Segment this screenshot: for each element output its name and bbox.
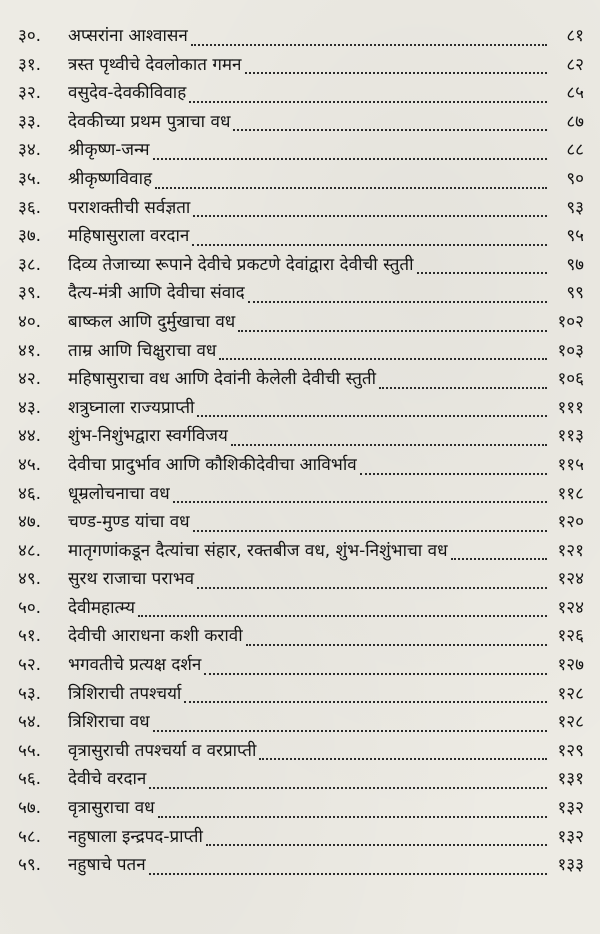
page-number: १२६ <box>557 626 584 647</box>
dot-leader <box>451 557 547 560</box>
page-number: १२१ <box>557 540 584 561</box>
toc-entry <box>18 851 584 880</box>
page-number: ९० <box>566 168 584 189</box>
chapter-number: ४५. <box>18 454 42 475</box>
chapter-title: सुरथ राजाचा पराभव <box>68 569 195 590</box>
chapter-number: ३१. <box>18 54 42 75</box>
dot-leader <box>231 443 547 446</box>
toc-entry <box>18 622 584 651</box>
chapter-number: ५८. <box>18 826 42 847</box>
chapter-title: ताम्र आणि चिक्षुराचा वध <box>68 340 217 361</box>
dot-leader <box>206 843 547 846</box>
dot-leader <box>189 100 547 103</box>
dot-leader <box>173 500 547 503</box>
chapter-title: श्रीकृष्णविवाह <box>68 168 152 189</box>
chapter-number: ३४. <box>18 140 42 161</box>
chapter-title: देवीमहात्म्य <box>68 597 135 618</box>
toc-entry <box>18 337 584 366</box>
chapter-number: ५१. <box>18 626 42 647</box>
toc-entry <box>18 537 584 566</box>
dot-leader <box>417 271 548 274</box>
page-number: ९७ <box>566 254 584 275</box>
dot-leader <box>233 128 547 131</box>
dot-leader <box>184 700 547 703</box>
chapter-title: दैत्य-मंत्री आणि देवीचा संवाद <box>68 283 245 304</box>
dot-leader <box>245 71 548 74</box>
chapter-title: देवीचे वरदान <box>68 769 147 790</box>
dot-leader <box>360 472 547 475</box>
chapter-number: ५९. <box>18 855 42 876</box>
chapter-number: ३८. <box>18 254 42 275</box>
chapter-title: वसुदेव-देवकीविवाह <box>68 83 187 104</box>
chapter-title: महिषासुराला वरदान <box>68 226 190 247</box>
dot-leader <box>191 43 547 46</box>
page-number: ९९ <box>566 283 584 304</box>
chapter-title: त्रिशिराची तपश्चर्या <box>68 683 182 704</box>
chapter-title: अप्सरांना आश्वासन <box>68 26 188 46</box>
dot-leader <box>379 386 547 389</box>
chapter-title: भगवतीचे प्रत्यक्ष दर्शन <box>68 655 202 676</box>
dot-leader <box>238 329 547 332</box>
toc-entry <box>18 251 584 280</box>
chapter-number: ४३. <box>18 397 42 418</box>
chapter-number: ४१. <box>18 340 42 361</box>
dot-leader <box>197 414 547 417</box>
toc-entry <box>18 480 584 509</box>
toc-entry <box>18 194 584 223</box>
chapter-title: दिव्य तेजाच्या रूपाने देवीचे प्रकटणे देवांद्वारा देवीची स्तुती <box>68 254 414 275</box>
chapter-title: देवीची आराधना कशी करावी <box>68 626 243 647</box>
chapter-number: ३६. <box>18 197 42 218</box>
dot-leader <box>219 357 547 360</box>
toc-entry <box>18 222 584 251</box>
chapter-title: शत्रुघ्नाला राज्यप्राप्ती <box>68 397 195 418</box>
page-number: १२४ <box>557 597 584 618</box>
page-number: १०६ <box>557 369 584 390</box>
dot-leader <box>153 729 547 732</box>
dot-leader <box>246 643 547 646</box>
chapter-number: ४९. <box>18 569 42 590</box>
toc-entry <box>18 165 584 194</box>
dot-leader <box>158 815 547 818</box>
dot-leader <box>138 614 547 617</box>
toc-entry <box>18 22 584 51</box>
page-number: ११८ <box>557 483 584 504</box>
chapter-number: ४८. <box>18 540 42 561</box>
chapter-number: ५२. <box>18 655 42 676</box>
chapter-number: ४७. <box>18 512 42 533</box>
toc-entry <box>18 765 584 794</box>
table-of-contents <box>18 22 584 880</box>
chapter-title: धूम्रलोचनाचा वध <box>68 483 170 504</box>
chapter-title: बाष्कल आणि दुर्मुखाचा वध <box>68 311 236 332</box>
page-number: ८१ <box>566 26 584 46</box>
dot-leader <box>192 243 547 246</box>
chapter-number: ३५. <box>18 168 42 189</box>
dot-leader <box>248 300 547 303</box>
page-number: ८५ <box>566 83 584 104</box>
chapter-title: पराशक्तीची सर्वज्ञता <box>68 197 191 218</box>
chapter-title: वृत्रासुराचा वध <box>68 798 155 819</box>
toc-entry <box>18 79 584 108</box>
chapter-number: ४०. <box>18 311 42 332</box>
chapter-number: ३७. <box>18 226 42 247</box>
page-number: ११३ <box>557 426 584 447</box>
page-number: १३२ <box>557 826 584 847</box>
chapter-title: वृत्रासुराची तपश्चर्या व वरप्राप्ती <box>68 740 257 761</box>
dot-leader <box>193 214 547 217</box>
chapter-number: ५०. <box>18 597 42 618</box>
chapter-number: ४६. <box>18 483 42 504</box>
chapter-number: ५३. <box>18 683 42 704</box>
page-number: १११ <box>557 397 584 418</box>
page-number: १३१ <box>557 769 584 790</box>
dot-leader <box>149 786 547 789</box>
page-number: १२० <box>557 512 584 533</box>
toc-entry <box>18 651 584 680</box>
toc-entry <box>18 794 584 823</box>
toc-entry <box>18 51 584 80</box>
chapter-title: नहुषाचे पतन <box>68 855 146 876</box>
chapter-number: ३३. <box>18 111 42 132</box>
chapter-number: ३२. <box>18 83 42 104</box>
page-number: १३३ <box>557 855 584 876</box>
chapter-title: त्रस्त पृथ्वीचे देवलोकात गमन <box>68 54 242 75</box>
page-number: १२७ <box>557 655 584 676</box>
page-number: १२८ <box>557 683 584 704</box>
toc-entry <box>18 708 584 737</box>
chapter-number: ३०. <box>18 26 42 46</box>
chapter-title: देवकीच्या प्रथम पुत्राचा वध <box>68 111 231 132</box>
toc-entry <box>18 365 584 394</box>
chapter-number: ५५. <box>18 740 42 761</box>
dot-leader <box>193 529 547 532</box>
chapter-title: श्रीकृष्ण-जन्म <box>68 140 150 161</box>
page-number: ८७ <box>566 111 584 132</box>
page-number: ८२ <box>566 54 584 75</box>
chapter-title: देवीचा प्रादुर्भाव आणि कौशिकीदेवीचा आविर्भाव <box>68 454 357 475</box>
page-number: ८८ <box>566 140 584 161</box>
toc-entry <box>18 565 584 594</box>
chapter-number: ४२. <box>18 369 42 390</box>
toc-entry <box>18 308 584 337</box>
chapter-title: नहुषाला इन्द्रपद-प्राप्ती <box>68 826 203 847</box>
page-number: ११५ <box>557 454 584 475</box>
chapter-title: मातृगणांकडून दैत्यांचा संहार, रक्तबीज वध, शुंभ-निशुंभाचा वध <box>68 540 448 561</box>
toc-entry <box>18 737 584 766</box>
chapter-number: ५७. <box>18 798 42 819</box>
dot-leader <box>155 186 547 189</box>
dot-leader <box>153 157 547 160</box>
page-number: १०२ <box>557 311 584 332</box>
dot-leader <box>149 872 547 875</box>
chapter-number: ४४. <box>18 426 42 447</box>
chapter-title: चण्ड-मुण्ड यांचा वध <box>68 512 190 533</box>
page-number: १२४ <box>557 569 584 590</box>
toc-entry <box>18 279 584 308</box>
page-number: १२९ <box>557 740 584 761</box>
chapter-number: ५४. <box>18 712 42 733</box>
toc-entry <box>18 422 584 451</box>
toc-entry <box>18 451 584 480</box>
page-number: १०३ <box>557 340 584 361</box>
toc-entry <box>18 594 584 623</box>
toc-entry <box>18 680 584 709</box>
toc-entry <box>18 823 584 852</box>
toc-entry <box>18 136 584 165</box>
chapter-number: ३९. <box>18 283 42 304</box>
chapter-title: त्रिशिराचा वध <box>68 712 150 733</box>
page-number: ९५ <box>566 226 584 247</box>
toc-entry <box>18 108 584 137</box>
chapter-title: महिषासुराचा वध आणि देवांनी केलेली देवीची स्तुती <box>68 369 376 390</box>
toc-entry <box>18 508 584 537</box>
page-number: ९३ <box>566 197 584 218</box>
chapter-number: ५६. <box>18 769 42 790</box>
dot-leader <box>197 586 547 589</box>
toc-entry <box>18 394 584 423</box>
page-number: १३२ <box>557 798 584 819</box>
dot-leader <box>204 672 547 675</box>
page-number: १२८ <box>557 712 584 733</box>
chapter-title: शुंभ-निशुंभद्वारा स्वर्गविजय <box>68 426 228 447</box>
dot-leader <box>259 757 547 760</box>
